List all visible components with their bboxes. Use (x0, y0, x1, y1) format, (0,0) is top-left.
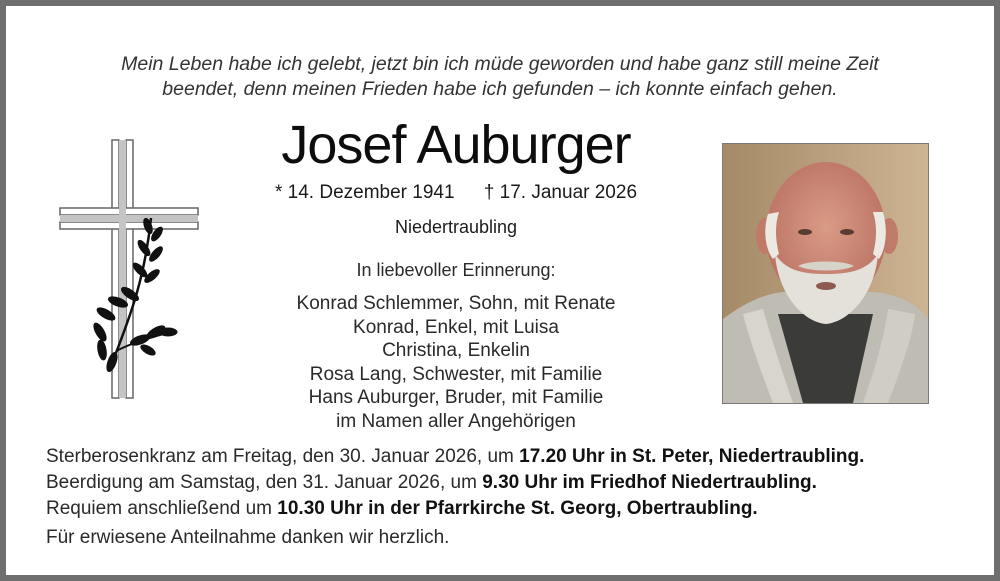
list-item: Hans Auburger, Bruder, mit Familie (308, 387, 604, 408)
death-date: † 17. Januar 2026 (483, 182, 638, 203)
motto-line: Mein Leben habe ich gelebt, jetzt bin ich müde geworden und habe ganz still meine Zeit (121, 53, 879, 75)
cross-icon (56, 136, 204, 404)
deceased-name: Josef Auburger (281, 115, 631, 175)
list-item: Konrad Schlemmer, Sohn, mit Renate (296, 293, 616, 314)
list-item: Rosa Lang, Schwester, mit Familie (309, 363, 603, 385)
requiem-text: Requiem anschließend um (46, 498, 278, 519)
obituary-card (6, 6, 994, 575)
list-item: Konrad, Enkel, mit Luisa (353, 316, 559, 338)
list-item: Christina, Enkelin (382, 340, 530, 361)
rosary-text: Sterberosenkranz am Freitag, den 30. Januar 2026, um (46, 446, 520, 467)
mourners-list (226, 292, 686, 433)
funeral-text: Beerdigung am Samstag, den 31. Januar 2026, um (46, 472, 483, 493)
thanks-line: Für erwiesene Anteilnahme danken wir herzlich. (46, 527, 450, 548)
memorial-intro: In liebevoller Erinnerung: (356, 260, 556, 280)
rosary-line (46, 444, 976, 470)
list-item: im Namen aller Angehörigen (336, 410, 576, 432)
hometown: Niedertraubling (394, 217, 518, 237)
motto (6, 52, 994, 102)
portrait-photo (722, 143, 929, 404)
requiem-time-place: 10.30 Uhr in der Pfarrkirche St. Georg, Obertraubling. (277, 498, 758, 519)
funeral-time-place: 9.30 Uhr im Friedhof Niedertraubling. (482, 472, 817, 493)
rosary-time-place: 17.20 Uhr in St. Peter, Niedertraubling. (519, 446, 865, 467)
life-dates (236, 182, 676, 204)
service-details (46, 444, 976, 551)
funeral-line (46, 470, 976, 496)
motto-line: beendet, denn meinen Frieden habe ich gefunden – ich konnte einfach gehen. (162, 78, 838, 100)
requiem-line (46, 496, 976, 522)
birth-date: * 14. Dezember 1941 (274, 182, 455, 203)
